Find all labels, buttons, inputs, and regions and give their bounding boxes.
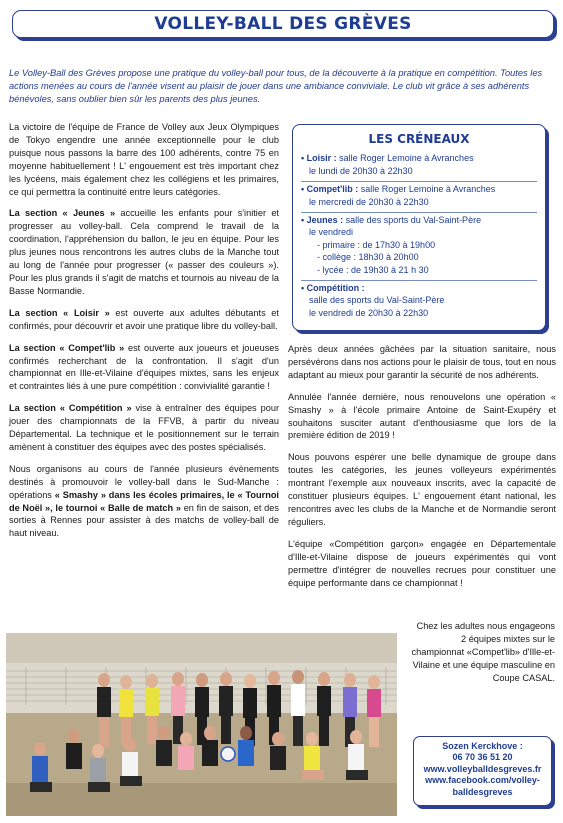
creneaux-heading: LES CRÉNEAUX: [368, 132, 470, 146]
page-title: VOLLEY-BALL DES GRÈVES: [154, 14, 412, 34]
intro-paragraph: Le Volley-Ball des Grèves propose une pratique du volley-ball pour tous, de la découverte à la pratique en compétition. Toutes les actions menées au cours de l'année visent au plaisir de jouer dans une ambiance conviviale. Le club vit grâce à ses adhérents bénévoles, sans oublier bien sûr les parents des plus jeunes.: [9, 68, 543, 104]
slot-jeunes-day: le vendredi: [309, 227, 354, 238]
slot-competition: [301, 281, 537, 323]
slot-loisir-label: • Loisir :: [301, 153, 337, 164]
slot-competlib-time: le mercredi de 20h30 à 22h30: [309, 196, 429, 207]
slot-jeunes-label: • Jeunes :: [301, 215, 344, 226]
slot-jeunes-primaire: - primaire : de 17h30 à 19h00: [317, 239, 436, 250]
slot-loisir: [301, 151, 537, 182]
paragraph-victoire: La victoire de l'équipe de France de Volley aux Jeux Olympiques de Tokyo engendre une année exceptionnelle pour le club puisque nous passons la barre des 100 adhérents, contre 75 en moyenne habituellement ! L' engouement est très important chez les lycéens, mais également chez les collégiens et les primaires, ce qui permettra la continuité entre leurs catégories.: [9, 122, 279, 197]
slot-competition-place: salle des sports du Val-Saint-Père: [309, 295, 445, 306]
slot-jeunes-lycee: - lycée : de 19h30 à 21 h 30: [317, 264, 429, 275]
text-jeunes: accueille les enfants pour s'initier et progresser au volley-ball. Cela comprend le travail de la coordination, l'appréhension du ballon, le jeu en équipe. Pour les plus jeunes nous rencontrons les autres clubs de la Manche tout au long de l'année pour progresser (« passer des couleurs »). Pour les plus grands il s'agit de matchs et tournois au niveau de la Basse Normandie.: [9, 208, 279, 296]
paragraph-loisir: [9, 307, 279, 333]
right-column: [288, 343, 556, 598]
slot-loisir-place: salle Roger Lemoine à Avranches: [336, 153, 474, 164]
team-photo-illustration: [6, 633, 397, 816]
text-evenements-b: « Smashy » dans les écoles primaires, le « Tournoi de Noël », le tournoi « Balle de match »: [9, 489, 279, 513]
slot-competition-label: • Compétition :: [301, 283, 365, 294]
contact-website-link[interactable]: www.volleyballdesgreves.fr: [423, 763, 542, 774]
intro-text: [9, 67, 554, 106]
contact-name: Sozen Kerckhove :: [442, 741, 523, 751]
contact-facebook-link[interactable]: www.facebook.com/volley-: [425, 775, 540, 786]
slot-competlib-place: salle Roger Lemoine à Avranches: [358, 184, 496, 195]
text-competlib: est ouverte aux joueurs et joueuses confirmés recherchant de la confrontation. Il s'agit d'un championnat en Ille-et-Vilaine d'équipes mixtes, sans les enjeux et contraintes liés à une pure compétition : convivialité garantie !: [9, 342, 280, 392]
label-competlib: La section « Compet'lib »: [9, 342, 125, 353]
label-jeunes: La section « Jeunes »: [9, 208, 116, 219]
label-competition: La section « Compétition »: [9, 403, 132, 414]
text-loisir: est ouverte aux adultes débutants et confirmés, pour découvrir et avoir une pratique libre du volley-ball.: [9, 307, 279, 331]
slot-loisir-time: le lundi de 20h30 à 22h30: [309, 165, 413, 176]
adultes-text: [410, 620, 555, 685]
paragraph-smashy: Annulée l'année dernière, nous renouvelons une opération « Smashy » à l'école primaire Antoine de Saint-Exupéry et souhaitons susciter autant d'enthousiasme que lors de la première édition de 2019 !: [288, 391, 556, 441]
slot-jeunes: [301, 213, 537, 281]
paragraph-jeunes: [9, 207, 279, 297]
contact-facebook-link-cont[interactable]: balldesgreves: [452, 786, 513, 797]
adultes-paragraph: Chez les adultes nous engageons 2 équipes mixtes sur le championnat «Compet'lib» d'Ille-et-Vilaine et une équipe masculine en Coupe CASAL.: [411, 621, 555, 683]
title-banner: [12, 10, 554, 38]
text-evenements-a: Nous organisons au cours de l'année plusieurs évènements destinés à promouvoir le volley-ball dans le Sud-Manche : opérations: [9, 463, 279, 500]
slot-jeunes-place: salle des sports du Val-Saint-Père: [343, 215, 482, 226]
creneaux-box: [292, 124, 546, 331]
slot-competlib-label: • Compet'lib :: [301, 184, 359, 195]
left-column: [9, 121, 279, 549]
text-evenements-c: en fin de saison, et des sorties à Rennes pour assister à des matchs de volley-ball de haut niveau.: [9, 502, 279, 539]
label-loisir: La section « Loisir »: [9, 307, 110, 318]
paragraph-equipe-competition: L'équipe «Compétition garçon» engagée en Départementale d'Ille-et-Vilaine dispose de joueurs expérimentés qui vont permettre d'intégrer de nouvelles recrues pour constituer une équipe performante dans ce championnat !: [288, 538, 556, 588]
slot-competition-time: le vendredi de 20h30 à 22h30: [309, 307, 429, 318]
contact-box: [413, 736, 552, 806]
paragraph-competlib: [9, 342, 279, 394]
text-competition: vise à entraîner des équipes pour jouer des championnats de la FFVB, à partir du niveau Départemental. La technique et le positionnement sur le terrain amènent à constituer des équipes avec des postes spécialisés.: [9, 403, 280, 452]
paragraph-competition: [9, 402, 279, 454]
paragraph-dynamique: Nous pouvons espérer une belle dynamique de groupe dans toutes les catégories, les jeunes volleyeurs expérimentés montrant l'exemple aux nouveaux inscrits, avec la capacité de constituer plusieurs équipes. L' engouement étant national, les rencontres avec les clubs de la Manche et de Normandie seront réguliers.: [288, 452, 556, 527]
team-photo: [6, 633, 397, 816]
contact-phone[interactable]: 06 70 36 51 20: [452, 752, 513, 763]
slot-jeunes-college: - collège : 18h30 à 20h00: [317, 252, 419, 263]
paragraph-evenements: [9, 463, 279, 540]
slot-competlib: [301, 182, 537, 213]
paragraph-sanitaire: Après deux années gâchées par la situation sanitaire, nous persévérons dans nos actions pour le plaisir de tous, tout en nous adaptant au mieux pour garantir la sécurité de nos adhérents.: [288, 344, 556, 380]
